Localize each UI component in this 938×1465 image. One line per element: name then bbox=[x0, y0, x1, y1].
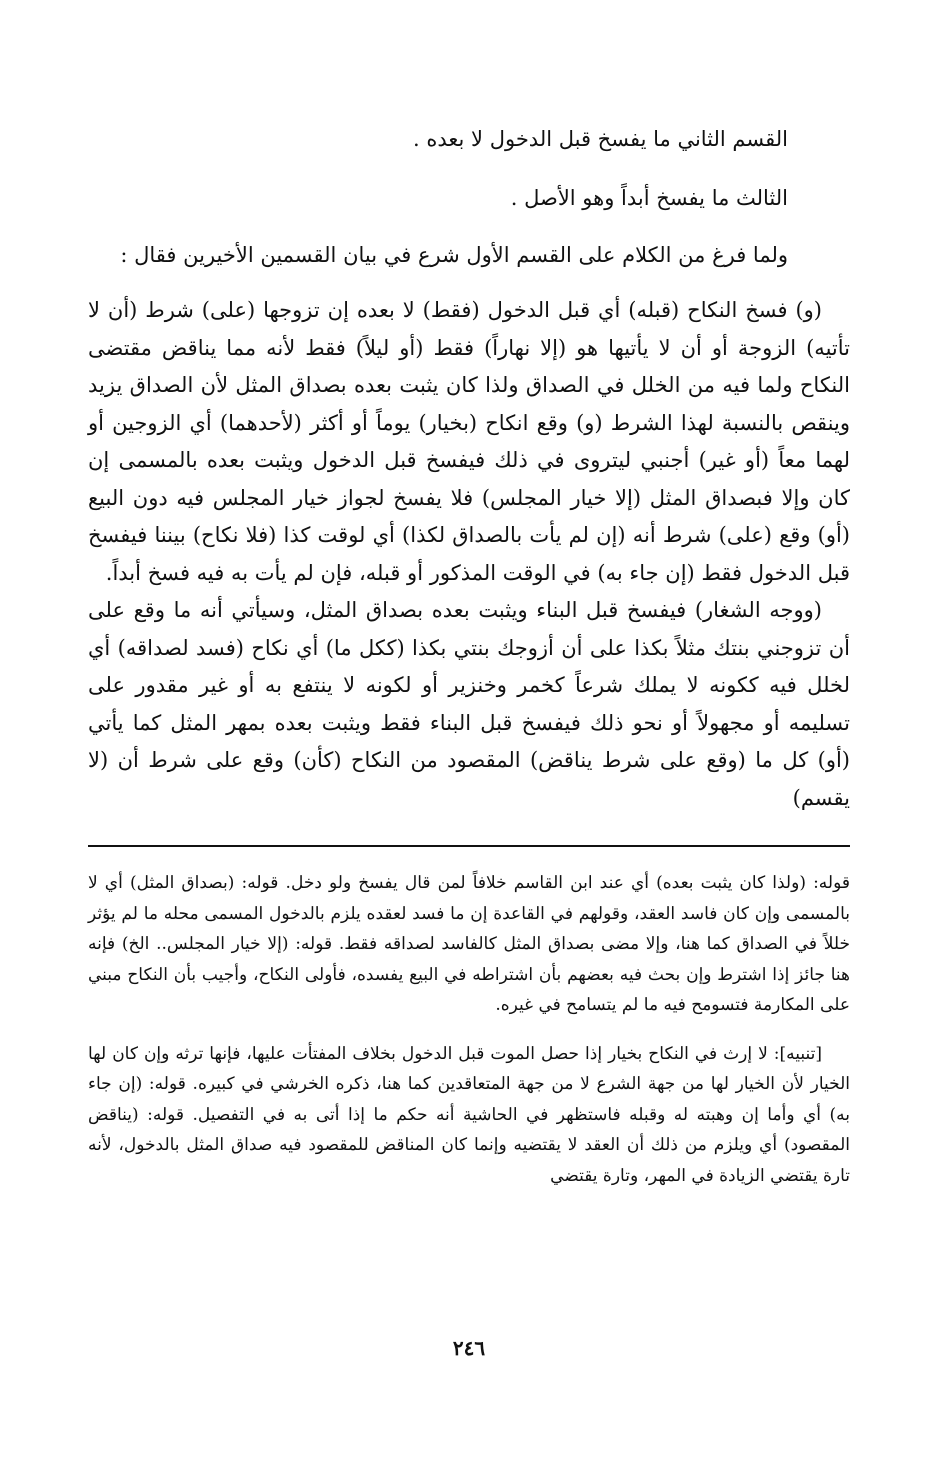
footnote-paragraph-1: قوله: (ولذا كان يثبت بعده) أي عند ابن القاسم خلافاً لمن قال يفسخ ولو دخل. قوله: (بصداق المثل) أي لا بالمسمى وإن كان فاسد العقد، وقولهم في القاعدة إن ما فسد لعقده يلزم بالدخول المسمى محله ما لم يؤثر خللاً في الصداق كما هنا، وإلا مضى بصداق المثل كالفاسد لصداقه فقط. قوله: (إلا خيار المجلس.. الخ) فإنه هنا جائز إذا اشترط وإن بحث فيه بعضهم بأن اشتراطه في البيع يفسده، فأولى النكاح، وأجيب بأن النكاح مبني على المكارمة فتسومح فيه ما لم يتسامح في غيره. bbox=[88, 873, 850, 1015]
intro-line-3: ولما فرغ من الكلام على القسم الأول شرع في بيان القسمين الأخيرين فقال : bbox=[120, 243, 788, 267]
footnote-separator bbox=[88, 845, 850, 847]
intro-line-1: القسم الثاني ما يفسخ قبل الدخول لا بعده . bbox=[413, 127, 788, 151]
page-number: ٢٤٦ bbox=[452, 1336, 486, 1360]
footnote-paragraph-2: [تنبيه]: لا إرث في النكاح بخيار إذا حصل الموت قبل الدخول بخلاف المفتأت عليها، فإنها ترثه وإن كان لها الخيار لأن الخيار لها من جهة الشرع لا من جهة المتعاقدين كما هنا، ذكره الخرشي في كبيره. قوله: (إن جاء به) أي وأما إن وهبته له وقبله فاستظهر في الحاشية أنه حكم ما إذا أتى به في التفصيل. قوله: (يناقض المقصود) أي ويلزم من ذلك أن العقد لا يقتضيه وإنما كان المناقض للمقصود فيه صداق المثل بالدخول، لأنه تارة يقتضي الزيادة في المهر، وتارة يقتضي bbox=[88, 1043, 850, 1186]
main-paragraph-1: (و) فسخ النكاح (قبله) أي قبل الدخول (فقط) لا بعده إن تزوجها (على) شرط (أن لا تأتيه) الزوجة أو أن لا يأتيها هو (إلا نهاراً) فقط (أو ليلاً) فقط لأنه مما يناقض مقتضى النكاح ولما فيه من الخلل في الصداق ولذا كان يثبت بعده بصداق المثل لأن الصداق يزيد وينقص بالنسبة لهذا الشرط (و) وقع انكاح (بخيار) يوماً أو أكثر (لأحدهما) أي الزوجين أو لهما معاً (أو غير) أجنبي ليتروى في ذلك فيفسخ قبل الدخول ويثبت بعده بالمسمى إن كان وإلا فبصداق المثل (إلا خيار المجلس) فلا يفسخ لجواز خيار المجلس فيه دون البيع (أو) وقع (على) شرط أنه (إن لم يأت بالصداق لكذا) أي لوقت كذا (فلا نكاح) بيننا فيفسخ قبل الدخول فقط (إن جاء به) في الوقت المذكور أو قبله، فإن لم يأت به فيه فسخ أبداً. bbox=[88, 298, 850, 585]
intro-line-2: الثالث ما يفسخ أبداً وهو الأصل . bbox=[510, 186, 788, 210]
main-text bbox=[88, 292, 850, 817]
main-paragraph-2: (ووجه الشغار) فيفسخ قبل البناء ويثبت بعده بصداق المثل، وسيأتي أنه ما وقع على أن تزوجني بنتك مثلاً بكذا على أن أزوجك بنتي بكذا (ككل ما) أي نكاح (فسد لصداقه) أي لخلل فيه ككونه لا يملك شرعاً كخمر وخنزير أو لكونه لا ينتفع به أو غير مقدور على تسليمه أو مجهولاً أو نحو ذلك فيفسخ قبل البناء فقط ويثبت بعده بمهر المثل كما يأتي (أو) كل ما (وقع على شرط يناقض) المقصود من النكاح (كأن) وقع على شرط أن (لا يقسم) bbox=[88, 598, 850, 810]
footnotes bbox=[88, 868, 850, 1191]
